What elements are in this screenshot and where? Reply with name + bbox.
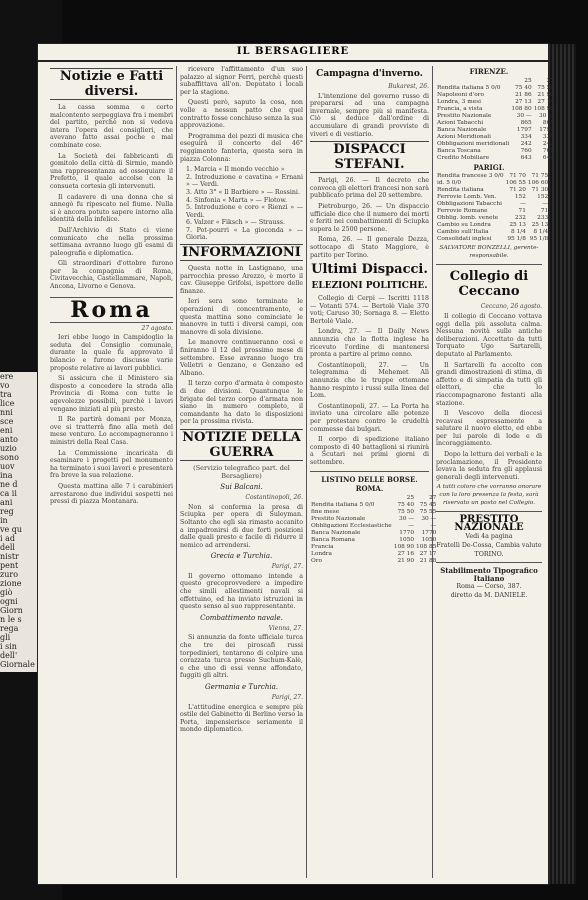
row-label: Rendita italiana xyxy=(437,187,484,194)
row-value: 760 xyxy=(542,147,554,154)
row-value: 108 90 xyxy=(393,543,415,550)
campagna-heading: Campagna d'inverno. xyxy=(316,69,423,79)
paragraph: Il collegio di Ceccano vottava oggi della più assoluta calma. Nessuna novità sulle antiche deliberazioni. Accettato da tutti Torquato Ugo Sartarelli, deputato al Parlamento. xyxy=(436,312,542,358)
scrap-line: giò xyxy=(0,588,13,597)
table-row xyxy=(436,194,549,201)
ad-line: Vedi 4a pagina xyxy=(465,533,513,541)
scrap-line: nistr xyxy=(0,552,19,561)
row-label: Azioni Tabacchi xyxy=(437,119,484,126)
scrap-line: rega xyxy=(0,624,19,633)
column-2 xyxy=(180,66,303,876)
row-value: 1050 xyxy=(421,536,437,543)
paragraph: Il cadavere di una donna che si annegò fu ripescato nel fiume. Nulla si è ancora potuto sapere intorno alla identità della infelice. xyxy=(50,193,173,224)
row-value: 21 90 xyxy=(397,557,415,564)
table-row xyxy=(436,92,555,99)
table-header-row xyxy=(436,78,555,85)
row-value: 75 55 xyxy=(419,508,437,515)
row-value: 334 xyxy=(520,133,532,140)
column-header: 27 xyxy=(428,494,437,501)
row-value: 75 45 xyxy=(419,501,437,508)
row-value: 152 xyxy=(514,194,526,201)
row-label: Oro xyxy=(311,557,323,564)
row-value: 242 xyxy=(520,140,532,147)
row-value: 335 xyxy=(542,133,554,140)
scrap-line: sono xyxy=(0,453,19,462)
scrap-line: lice xyxy=(0,399,15,408)
scrap-line: ne d xyxy=(0,480,18,489)
paragraph: Non si conferma la presa di Sciupka per opera di Suleyman. Soltanto che egli sia rimasto accanito a impadronirsi di due forti posizioni dalle quali presto e facile di ridurre il nemico ad arrendersi. xyxy=(180,503,303,549)
row-value: 242 xyxy=(542,140,554,147)
row-value: 1050 xyxy=(399,536,415,543)
program-item: 1. Marcia « Il mondo vecchio » xyxy=(186,166,285,174)
row-label: Prestito Nazionale xyxy=(437,112,492,119)
collegio-dateline: Ceccano, 26 agosto. xyxy=(480,303,542,311)
paragraph: Dopo la lettura dei verbali e la proclamazione, il Presidente levava la seduta fra gli applausi generali degli intervenuti. xyxy=(436,451,542,481)
row-value: 27 16 xyxy=(397,550,415,557)
row-value: 1770 xyxy=(421,529,437,536)
row-value: 75 40 xyxy=(515,84,532,91)
scrap-line: tra xyxy=(0,390,12,399)
prestito-ad-heading: PRESTITO NAZIONALE xyxy=(454,514,524,533)
row-label: Londra, 3 mesi xyxy=(437,98,481,105)
row-label: Ferrovie Lomb. Ven. xyxy=(437,194,497,201)
table-row xyxy=(436,120,555,127)
row-label: Banca Romana xyxy=(311,536,355,543)
paragraph: Si annunzia da fonte ufficiale turca che tre dei piroscafi russi torpedinieri, tentarono di colpire una corazzata turca presso Suchum-Kalè, e che uno di essi venne affondato, fuggiti gli altri. xyxy=(180,634,303,680)
row-value: 71 xyxy=(518,208,526,215)
scrap-line: nni xyxy=(0,408,13,417)
table-row xyxy=(436,222,549,229)
masthead-title: IL BERSAGLIERE xyxy=(236,46,350,57)
scrap-line: dell' xyxy=(0,651,18,660)
row-value: 1799 xyxy=(539,126,554,133)
row-value: 8 1/4 xyxy=(511,229,526,236)
table-row xyxy=(310,516,437,523)
parigi-heading: PARIGI. xyxy=(473,162,505,172)
elezioni-heading: ELEZIONI POLITICHE. xyxy=(311,281,428,292)
row-value: — xyxy=(430,522,437,529)
grecia-heading: Grecia e Turchia. xyxy=(210,552,273,561)
row-value: 30 — xyxy=(516,112,532,119)
paragraph: Il Vescovo della diocesi recavasi espressamente a salutare il nuovo eletto, ed ebbe per lui parole di lode e di incoraggiamento. xyxy=(436,410,542,448)
scrap-line: Giornale xyxy=(0,660,35,669)
row-label: Banca Nazionale xyxy=(437,126,487,133)
scrap-line: i ad xyxy=(0,534,15,543)
table-row xyxy=(436,106,555,113)
row-value: 232 xyxy=(514,215,526,222)
row-label: Ferrovie Romane xyxy=(437,208,488,215)
row-value: 95 1/8 xyxy=(507,236,526,243)
row-value: 95 1/8 xyxy=(529,236,549,243)
row-label: Rendita francese 3 0/0 xyxy=(437,173,504,180)
table-row xyxy=(436,134,555,141)
table-row xyxy=(310,523,437,530)
row-value: 21 90 xyxy=(537,91,554,98)
table-row xyxy=(310,530,437,537)
table-row xyxy=(310,558,437,565)
row-value: 25 13 xyxy=(509,222,526,229)
paragraph: Ieri ebbe luogo in Campidoglio la seduta del Consiglio comunale, durante la quale fu approvato il bilancio e furono discusse varie proposte relative ai lavori pubblici. xyxy=(50,334,173,372)
table-row xyxy=(436,127,555,134)
dispatch: Costantinopoli, 27. — La Porta ha inviato una circolare alle potenze per protestare contro le crudeltà commesse dai bulgari. xyxy=(310,402,429,433)
program-item: 4. Sinfonia « Marta » — Flotow. xyxy=(186,196,287,204)
program-intro: Programma dei pezzi di musica che eseguirà il concerto del 46° reggimento fanteria, questa sera in piazza Colonna: xyxy=(180,132,303,163)
row-label: fine mese xyxy=(311,508,340,515)
paragraph: Il Re partirà domani per Monza, ove si tratterrà fino alla metà del mese venturo. Lo accompagneranno i ministri della Real Casa. xyxy=(50,416,173,446)
paragraph: Questa mattina alle 7 i carabinieri arrestarono due individui sospetti nei pressi di piazza Montanara. xyxy=(50,482,173,506)
row-value: 71 30 xyxy=(531,187,549,194)
paragraph: Il Sartarelli fu accolto con grandi dimostrazioni di stima, di affetto e di simpatia da tutti gli elettori, che lo riaccompagnarono festanti alla stazione. xyxy=(436,361,542,407)
scrap-line: gli xyxy=(0,633,11,642)
table-row xyxy=(436,85,555,92)
row-value: 27 14 xyxy=(537,98,554,105)
table-row xyxy=(310,551,437,558)
paragraph: Il terzo corpo d'armata è composto di due divisioni. Quantunque le brigate del terzo corpo d'armata non siano in numero completo, il comandante ha dato le disposizioni per la prossima rivista. xyxy=(180,380,303,426)
table-row xyxy=(436,201,549,208)
guerra-heading: NOTIZIE DELLA GUERRA xyxy=(180,429,303,461)
row-value: 71 75 xyxy=(531,173,549,180)
paragraph: Dall'Archivio di Stato ci viene comunicato che nella prossima settimana avranno luogo gli esami di paleografia e diplomatica. xyxy=(50,226,173,257)
roma-heading: Roma xyxy=(50,297,173,323)
row-value: 30 — xyxy=(538,112,554,119)
collegio-note: A tutti coloro che vorranno onorare con la loro presenza la festa, sarà riservato un posto nel Collegio. xyxy=(436,484,542,506)
column-1 xyxy=(50,66,173,876)
row-value: — xyxy=(542,201,549,208)
germania-dateline: Parigi, 27. xyxy=(271,694,303,701)
dispatch: Pietroburgo, 26. — Un dispaccio ufficiale dice che il numero dei morti e feriti nei combattimenti di Sciupka supera le 2500 persone. xyxy=(310,202,429,233)
column-3 xyxy=(310,66,437,876)
row-value: 865 xyxy=(520,119,532,126)
program-item: 3. Atto 3° « Il Barbiere » — Rossini. xyxy=(186,188,300,196)
scrap-line: uov xyxy=(0,462,15,471)
row-value: 21 88 xyxy=(419,557,437,564)
row-value: 30 — xyxy=(399,515,415,522)
row-value: 1797 xyxy=(516,126,532,133)
scrap-line: dell xyxy=(0,543,15,552)
row-value: 1770 xyxy=(399,529,415,536)
concert-program xyxy=(180,166,303,242)
paragraph: La Commissione incaricata di esaminare i progetti pel monumento ha terminato i suoi lavori e presenterà fra breve la sua relazione. xyxy=(50,449,173,480)
row-value: 27 13 xyxy=(515,98,532,105)
paragraph: Gli straordinari d'ottobre furono per la compagnia di Roma, Civitavecchia, Castellammare, Napoli, Ancona, Livorno e Genova. xyxy=(50,260,173,291)
program-item: 5. Introduzione e coro « Rienzi » — Verdi. xyxy=(186,204,303,219)
typography-line: diretto da M. DANIELE. xyxy=(450,591,528,599)
listino-heading: LISTINO DELLE BORSE. xyxy=(321,474,418,484)
program-item: 6. Valzer « Fiksch » — Strauss. xyxy=(186,219,285,227)
gerente-signature: SALVATORE BONZELLI, gerente-responsabile. xyxy=(439,245,539,259)
scrap-line: sce xyxy=(0,417,14,426)
program-item: 7. Pot-pourri « La gioconda » — Gioria. xyxy=(186,226,303,242)
table-row xyxy=(436,99,555,106)
column-header: 25 xyxy=(524,77,532,84)
row-label: Rendita italiana 5 0/0 xyxy=(437,84,501,91)
campagna-dateline: Bukarest, 26. xyxy=(388,83,429,90)
row-value: 30 — xyxy=(421,515,437,522)
scrap-line: anto xyxy=(0,435,18,444)
column-header: 27 xyxy=(546,77,554,84)
scrap-line: ogni xyxy=(0,597,18,606)
scrap-line: in xyxy=(0,516,8,525)
scrap-line: ere xyxy=(0,372,14,381)
table-row xyxy=(436,148,555,155)
ad-line: TORINO. xyxy=(474,550,504,558)
table-row xyxy=(310,537,437,544)
row-label: id. 5 0/0 xyxy=(437,180,462,187)
row-label: Francia, a vista xyxy=(437,105,483,112)
row-value: 71 70 xyxy=(509,173,526,180)
scrap-line: ve qu xyxy=(0,525,23,534)
column-4 xyxy=(436,66,554,876)
typography-line: Roma — Corso, 387. xyxy=(456,583,522,591)
notizie-body xyxy=(50,104,173,291)
table-row xyxy=(310,502,437,509)
column-rule xyxy=(432,66,433,878)
table-row xyxy=(436,113,555,120)
dispatch: Costantinopoli, 27. — Un telegramma di Mehemet Alì annunzia che le truppe ottomane hanno respinto i russi sulla linea del Lom. xyxy=(310,361,429,400)
table-row xyxy=(436,208,549,215)
dispatch: Roma, 26. — Il generale Dezza, sottocapo di Stato Maggiore, è partito per Torino. xyxy=(310,236,429,259)
scrap-line: reg xyxy=(0,507,14,516)
row-value: 71 xyxy=(540,208,549,215)
table-row xyxy=(436,180,549,187)
row-value: 644 xyxy=(542,154,554,161)
table-row xyxy=(310,509,437,516)
paragraph: Questi però, saputo la cosa, non volle a nessun patto che quel contratto fosse conchiuso senza la sua approvazione. xyxy=(180,99,303,130)
table-row xyxy=(310,544,437,551)
row-label: Consolidati inglesi xyxy=(437,236,492,243)
row-value: 75 40 xyxy=(397,501,415,508)
paragraph: Le manovre continueranno così e finiranno il 12 del prossimo mese di settembre. Esse avranno luogo tra Velletri e Genzano, e Genzano ed Albano. xyxy=(180,339,303,377)
row-label: Obbligazioni Tabacchi xyxy=(437,201,502,208)
row-label: Credito Mobiliare xyxy=(437,154,490,161)
row-value: 108 80 xyxy=(511,105,532,112)
germania-heading: Germania e Turchia. xyxy=(205,683,278,691)
row-label: Obbligazioni Ecclesiastiche xyxy=(311,522,392,529)
paragraph: Questa notte in Lastignano, una parrocchia presso Arezzo, è morto il cav. Giuseppe Grifolsi, ispettore delle finanze. xyxy=(180,265,303,295)
row-label: Banca Nazionale xyxy=(311,529,361,536)
scrap-line: eni xyxy=(0,426,13,435)
row-value: 75 50 xyxy=(397,508,415,515)
row-label: Obblig. lomb. venete xyxy=(437,215,499,222)
scrap-line: ani xyxy=(0,498,13,507)
table-row xyxy=(436,141,555,148)
paragraph: La cassa somma e certo malcontento serpeggiava fra i membri del partito, perchè non si vedeva intera l'opera dei consiglieri, che avevano fatto assai poche e mal combinate cose. xyxy=(50,104,173,149)
scrap-line: vo xyxy=(0,381,10,390)
informazioni-heading: INFORMAZIONI xyxy=(180,244,303,261)
dispatch: Il corpo di spedizione italiano composto di 40 battaglioni si riunirà a Scutari nei primi giorni di settembre. xyxy=(310,436,429,466)
scrap-line: uzio xyxy=(0,444,17,453)
row-value: 760 xyxy=(520,147,532,154)
row-label: Obbligazioni meridionali xyxy=(437,140,510,147)
balcani-dateline: Costantinopoli, 26. xyxy=(245,494,303,502)
table-row xyxy=(436,187,549,194)
ad-line: Fratelli De-Cossa, Cambia valute xyxy=(436,542,542,549)
combattimento-dateline: Vienna, 27. xyxy=(268,624,303,632)
paragraph: Si assicura che il Ministero sia disposto a concedere la strada alla Provincia di Roma con tutte le agevolezze possibili, purchè i lavori vengano iniziati al più presto. xyxy=(50,375,173,413)
balcani-heading: Sui Balcani. xyxy=(220,483,263,492)
paragraph: ricevere l'affittamento d'un suo palazzo al signor Ferri, perchè questi subaffittava all'on. Deputato i locali per la stagione. xyxy=(180,66,303,96)
firenze-heading: FIRENZE. xyxy=(469,67,509,76)
table-header-row xyxy=(310,495,437,502)
row-value: 108 85 xyxy=(416,543,437,550)
scrap-line: Giorn xyxy=(0,606,23,615)
row-value: 75 50 xyxy=(537,84,554,91)
row-label: Francia xyxy=(311,543,334,550)
row-value: 643 xyxy=(520,154,532,161)
scrap-line: zione xyxy=(0,579,22,588)
adjacent-page-fragment xyxy=(0,372,38,672)
program-item: 2. Introduzione e cavatina « Ernani » — Verdi. xyxy=(186,173,303,189)
scrap-line: zuro xyxy=(0,570,19,579)
paragraph: Il governo ottomano intende a questo grecoprovvedere a impedire che simili allestimenti navali si effettuino, ed ha inviato istruzioni in questo senso al suo rappresentante. xyxy=(180,572,303,611)
row-value: 108 90 xyxy=(533,105,554,112)
listino-city: ROMA. xyxy=(355,484,384,494)
row-value: 25 13 xyxy=(531,222,549,229)
scrap-line: i sin xyxy=(0,642,17,651)
table-row xyxy=(436,155,555,162)
dispacci-heading: DISPACCI STEFANI. xyxy=(310,141,429,173)
table-row xyxy=(436,229,549,236)
paragraph: Ieri sera sono terminate le operazioni di concentramento, e questa mattina sono cominciate le manovre in tutti i diversi campi, con manovre di sola divisione. xyxy=(180,298,303,336)
row-label: Cambio sull'Italia xyxy=(437,229,489,236)
row-label: Napoleoni d'oro xyxy=(437,91,484,98)
dispatch: Parigi, 26. — Il decreto che convoca gli elettori francesi non sarà pubblicato prima del 20 settembre. xyxy=(310,177,429,200)
table-row xyxy=(436,173,549,180)
column-rule xyxy=(176,66,177,878)
row-label: Azioni Meridionali xyxy=(437,133,491,140)
combattimento-heading: Combattimento navale. xyxy=(200,613,283,622)
ultimi-heading: Ultimi Dispacci. xyxy=(311,262,428,278)
column-rule xyxy=(306,66,307,878)
firenze-table xyxy=(436,78,555,162)
masthead xyxy=(38,44,548,62)
row-value: — xyxy=(408,522,415,529)
row-label: Rendita italiana 5 0/0 xyxy=(311,501,375,508)
row-value: 152 xyxy=(537,194,549,201)
table-row xyxy=(436,236,549,243)
row-label: Cambio su Londra xyxy=(437,222,491,229)
row-value: 8 1/4 xyxy=(533,229,549,236)
listino-table xyxy=(310,495,437,565)
row-value: 233 xyxy=(537,215,549,222)
table-row xyxy=(436,215,549,222)
scrap-line: n le s xyxy=(0,615,22,624)
parigi-table xyxy=(436,173,549,243)
row-value: — xyxy=(520,201,526,208)
divider xyxy=(436,511,542,512)
typography-heading: Stabilimento Tipografico Italiano xyxy=(440,566,538,583)
roma-body xyxy=(50,334,173,505)
scrap-line: pent xyxy=(0,561,19,570)
row-value: 106 60 xyxy=(527,180,549,187)
paragraph: Collegio di Cerpi — Iscritti 1118 — Votanti 574. — Bertolè Viale 370 voti; Caruso 30; Sornaga 8. — Eletto Bertolè Viale. xyxy=(310,295,429,325)
paragraph: L'attitudine energica e sempre più ostile del Gabinetto di Berlino verso la Porta, impensierisce seriamente il mondo diplomatico. xyxy=(180,703,303,734)
row-value: 27 17 xyxy=(419,550,437,557)
paragraph: L'intenzione del governo russo di prepararsi ad una campagna invernale, sempre più si manifesta. Ciò si deduce dall'ordine di accumulare di grandi provviste di viveri e di vestiario. xyxy=(310,92,429,138)
row-label: Prestito Nazionale xyxy=(311,515,366,522)
row-value: 865 xyxy=(542,119,554,126)
divider xyxy=(310,471,429,472)
row-value: 71 20 xyxy=(509,187,526,194)
notizie-heading: Notizie e Fatti diversi. xyxy=(50,68,173,100)
collegio-heading: Collegio di Ceccano xyxy=(449,269,529,300)
column-header: 25 xyxy=(406,494,415,501)
roma-dateline: 27 agosto. xyxy=(141,324,173,332)
newspaper-page xyxy=(38,44,554,884)
scrap-line: ina xyxy=(0,471,13,480)
scrap-line: ca ii xyxy=(0,489,17,498)
book-spine-edge xyxy=(548,44,576,884)
grecia-dateline: Parigi, 27. xyxy=(271,563,303,571)
row-value: 106 55 xyxy=(505,180,526,187)
guerra-subtitle: (Servizio telegrafico part. del Bersagliere) xyxy=(193,463,290,480)
dispatch: Londra, 27. — Il Daily News annunzia che la flotta inglese ha ricevuto l'ordine di mantenersi pronta a partire al primo cenno. xyxy=(310,328,429,359)
row-label: Banca Toscana xyxy=(437,147,481,154)
divider xyxy=(436,562,542,563)
row-label: Londra xyxy=(311,550,333,557)
paragraph: La Società dei fabbricanti di gomitolo della città di Sirmio, mandò una rappresentanza ad ossequiare il Prefetto, il quale accolse con la consueta cortesia gli intervenuti. xyxy=(50,152,173,190)
divider xyxy=(436,264,542,265)
row-value: 21 86 xyxy=(515,91,532,98)
